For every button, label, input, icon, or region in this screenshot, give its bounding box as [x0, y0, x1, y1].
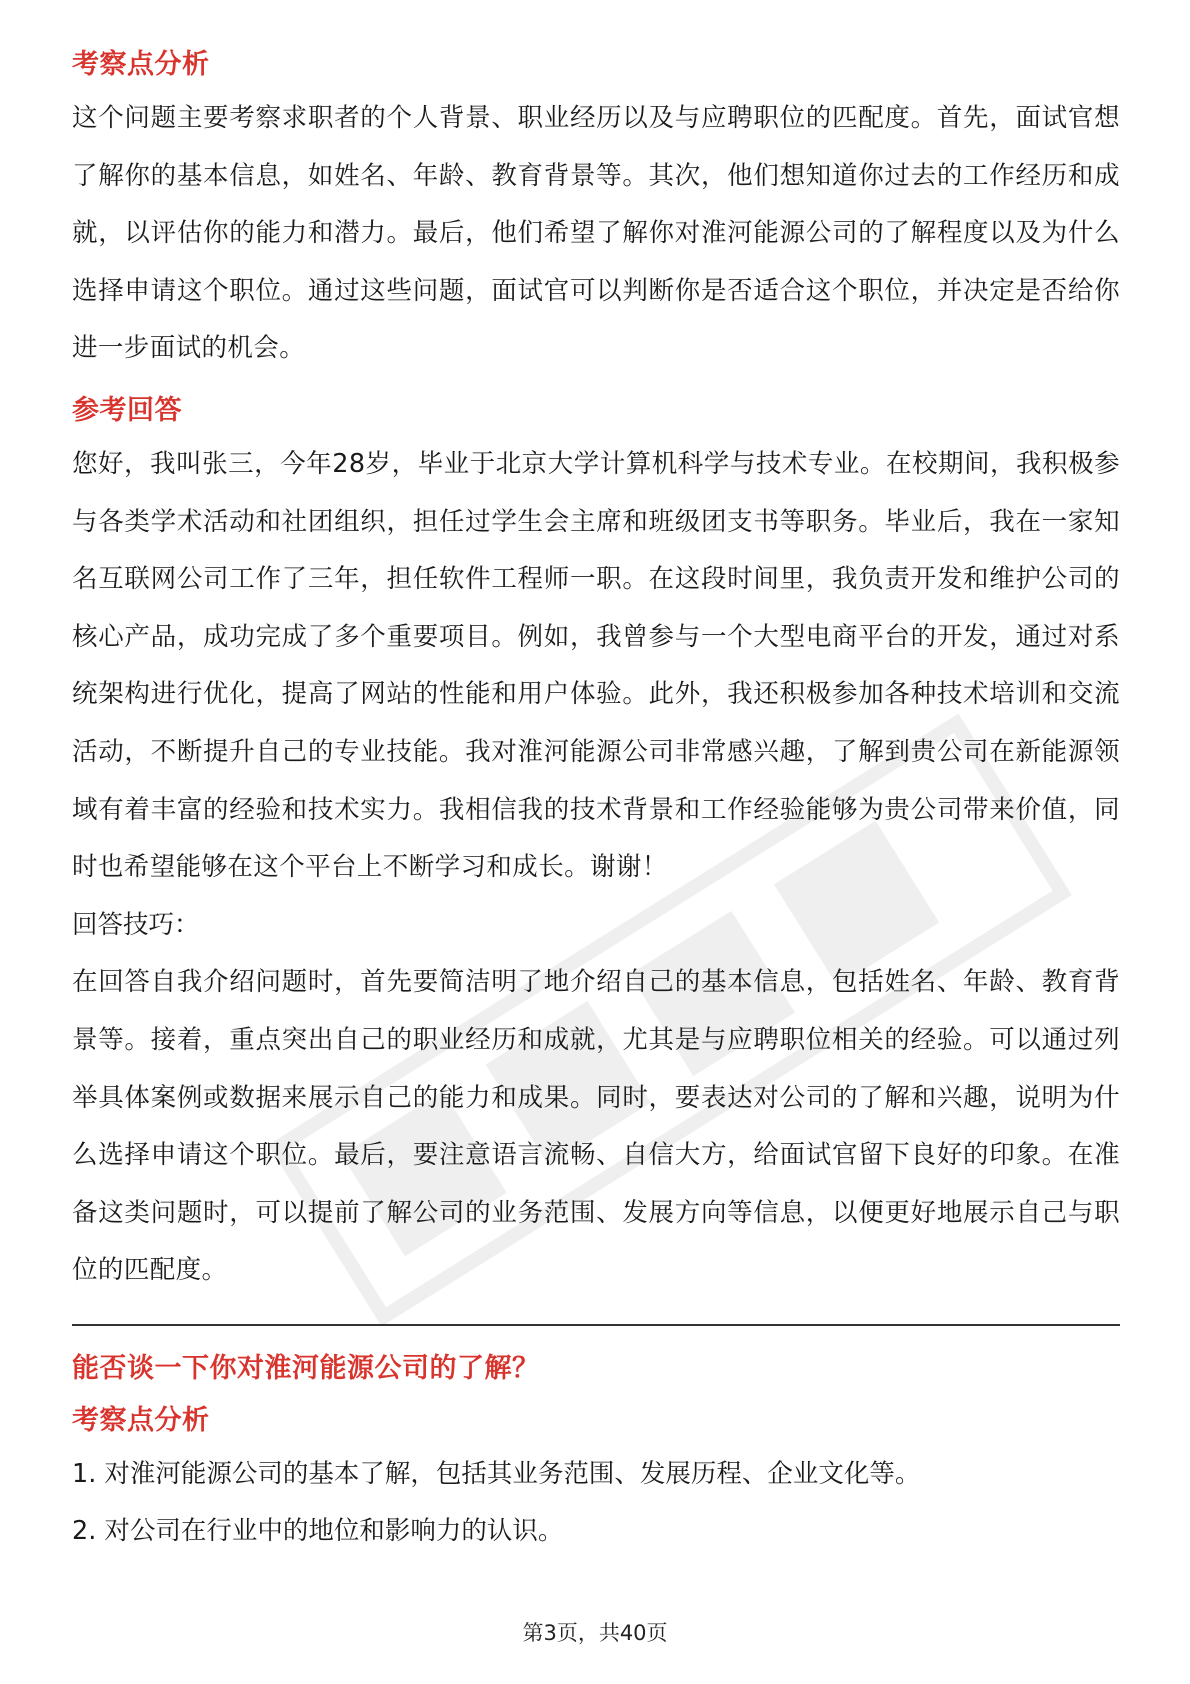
answer-tips-label: 回答技巧： [72, 909, 200, 940]
reference-answer-paragraph: 您好，我叫张三，今年28岁，毕业于北京大学计算机科学与技术专业。在校期间，我积极参与各类学术活动和社团组织，担任过学生会主席和班级团支书等职务。毕业后，我在一家知名互联网公司工作了三年，担任软件工程师一职。在这段时间里，我负责开发和维护公司的核心产品，成功完成了多个重要项目。例如，我曾参与一个大型电商平台的开发，通过对系统架构进行优化，提高了网站的性能和用户体验。此外，我还积极参加各种技术培训和交流活动，不断提升自己的专业技能。我对淮河能源公司非常感兴趣，了解到贵公司在新能源领域有着丰富的经验和技术实力。我相信我的技术背景和工作经验能够为贵公司带来价值，同时也希望能够在这个平台上不断学习和成长。谢谢！ [72, 448, 1120, 883]
analysis-paragraph: 这个问题主要考察求职者的个人背景、职业经历以及与应聘职位的匹配度。首先，面试官想了解你的基本信息，如姓名、年龄、教育背景等。其次，他们想知道你过去的工作经历和成就，以评估你的能力和潜力。最后，他们希望了解你对淮河能源公司的了解程度以及为什么选择申请这个职位。通过这些问题，面试官可以判断你是否适合这个职位，并决定是否给你进一步面试的机会。 [72, 103, 1120, 364]
reference-answer-heading: 参考回答 [72, 394, 182, 426]
list-item: 2. 对公司在行业中的地位和影响力的认识。 [72, 1516, 564, 1547]
analysis-heading: 考察点分析 [72, 49, 210, 80]
page-content [72, 46, 1120, 1561]
list-item: 1. 对淮河能源公司的基本了解，包括其业务范围、发展历程、企业文化等。 [72, 1458, 921, 1489]
question2-analysis-heading: 考察点分析 [72, 1404, 210, 1436]
question-title: 能否谈一下你对淮河能源公司的了解？ [72, 1352, 540, 1384]
answer-tips-paragraph: 在回答自我介绍问题时，首先要简洁明了地介绍自己的基本信息，包括姓名、年龄、教育背景等。接着，重点突出自己的职业经历和成就，尤其是与应聘职位相关的经验。可以通过列举具体案例或数据来展示自己的能力和成果。同时，要表达对公司的了解和兴趣，说明为什么选择申请这个职位。最后，要注意语言流畅、自信大方，给面试官留下良好的印象。在准备这类问题时，可以提前了解公司的业务范围、发展方向等信息，以便更好地展示自己与职位的匹配度。 [72, 967, 1120, 1286]
page-footer: 第3页，共40页 [522, 1621, 668, 1645]
section-divider [72, 1324, 1120, 1326]
